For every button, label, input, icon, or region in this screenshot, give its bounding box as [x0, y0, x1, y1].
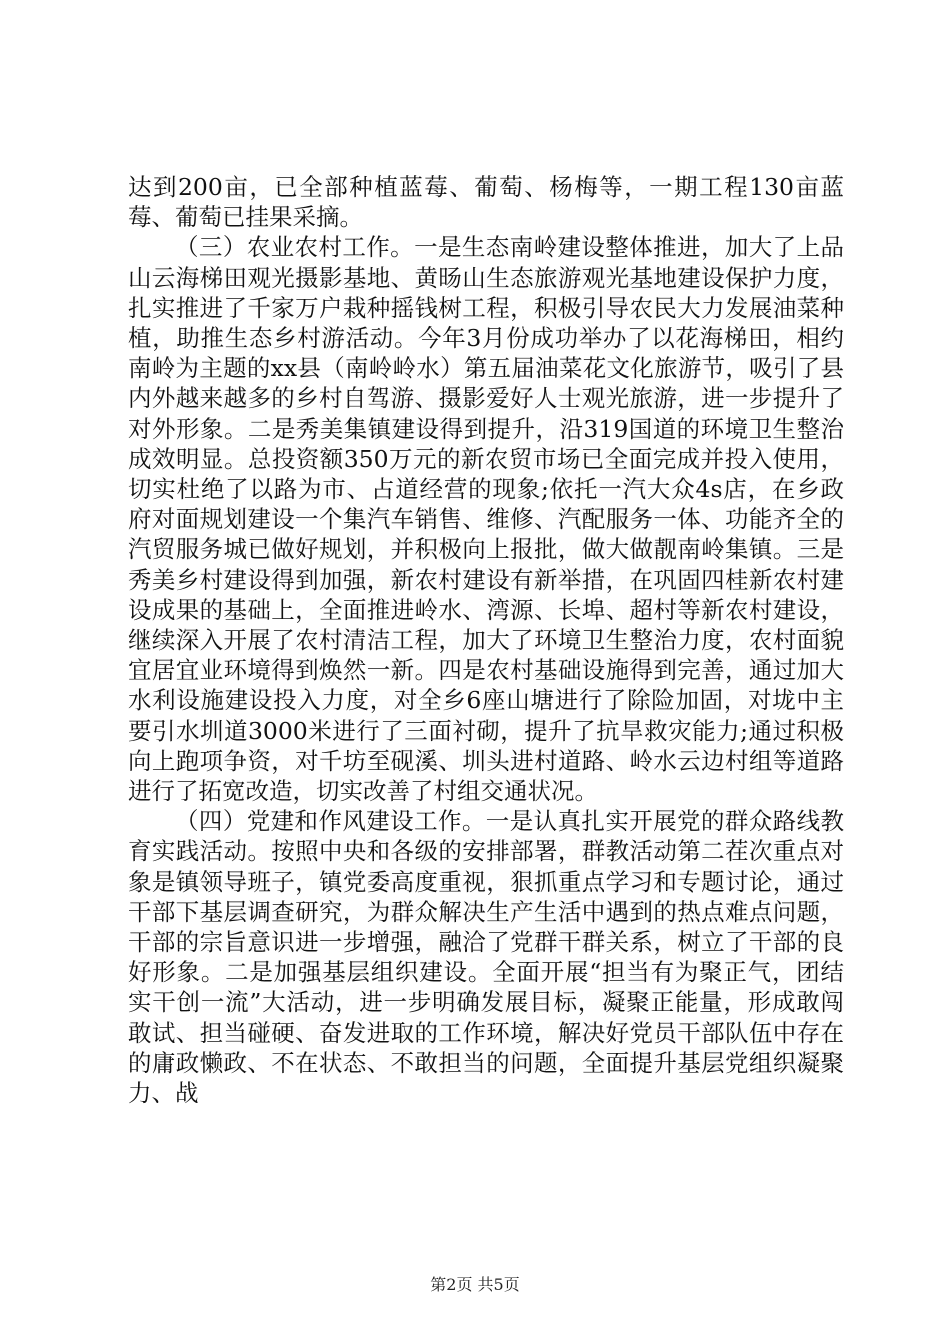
paragraph-3: （四）党建和作风建设工作。一是认真扎实开展党的群众路线教育实践活动。按照中央和各级的安排部署，群教活动第二茬次重点对象是镇领导班子，镇党委高度重视，狠抓重点学习和专题讨论，通过干部下基层调查研究，为群众解决生产生活中遇到的热点难点问题，干部的宗旨意识进一步增强，融洽了党群干群关系，树立了干部的良好形象。二是加强基层组织建设。全面开展“担当有为聚正气，团结实干创一流”大活动，进一步明确发展目标，凝聚正能量，形成敢闯敢试、担当碰硬、奋发进取的工作环境，解决好党员干部队伍中存在的庸政懒政、不在状态、不敢担当的问题，全面提升基层党组织凝聚力、战 — [128, 807, 844, 1108]
document-body — [128, 172, 844, 1108]
paragraph-2: （三）农业农村工作。一是生态南岭建设整体推进，加大了上品山云海梯田观光摄影基地、黄旸山生态旅游观光基地建设保护力度，扎实推进了千家万户栽种摇钱树工程，积极引导农民大力发展油菜种植，助推生态乡村游活动。今年3月份成功举办了以花海梯田，相约南岭为主题的xx县（南岭岭水）第五届油菜花文化旅游节，吸引了县内外越来越多的乡村自驾游、摄影爱好人士观光旅游，进一步提升了对外形象。二是秀美集镇建设得到提升，沿319国道的环境卫生整治成效明显。总投资额350万元的新农贸市场已全面完成并投入使用，切实杜绝了以路为市、占道经营的现象;依托一汽大众4s店，在乡政府对面规划建设一个集汽车销售、维修、汽配服务一体、功能齐全的汽贸服务城已做好规划，并积极向上报批，做大做靓南岭集镇。三是秀美乡村建设得到加强，新农村建设有新举措，在巩固四桂新农村建设成果的基础上，全面推进岭水、湾源、长埠、超村等新农村建设，继续深入开展了农村清洁工程，加大了环境卫生整治力度，农村面貌宜居宜业环境得到焕然一新。四是农村基础设施得到完善，通过加大水利设施建设投入力度，对全乡6座山塘进行了除险加固，对垅中主要引水圳道3000米进行了三面衬砌，提升了抗旱救灾能力;通过积极向上跑项争资，对千坊至砚溪、圳头进村道路、岭水云边村组等道路进行了拓宽改造，切实改善了村组交通状况。 — [128, 233, 844, 806]
page-number-footer: 第2页 共5页 — [430, 1275, 520, 1294]
paragraph-1: 达到200亩，已全部种植蓝莓、葡萄、杨梅等，一期工程130亩蓝莓、葡萄已挂果采摘。 — [128, 173, 844, 232]
